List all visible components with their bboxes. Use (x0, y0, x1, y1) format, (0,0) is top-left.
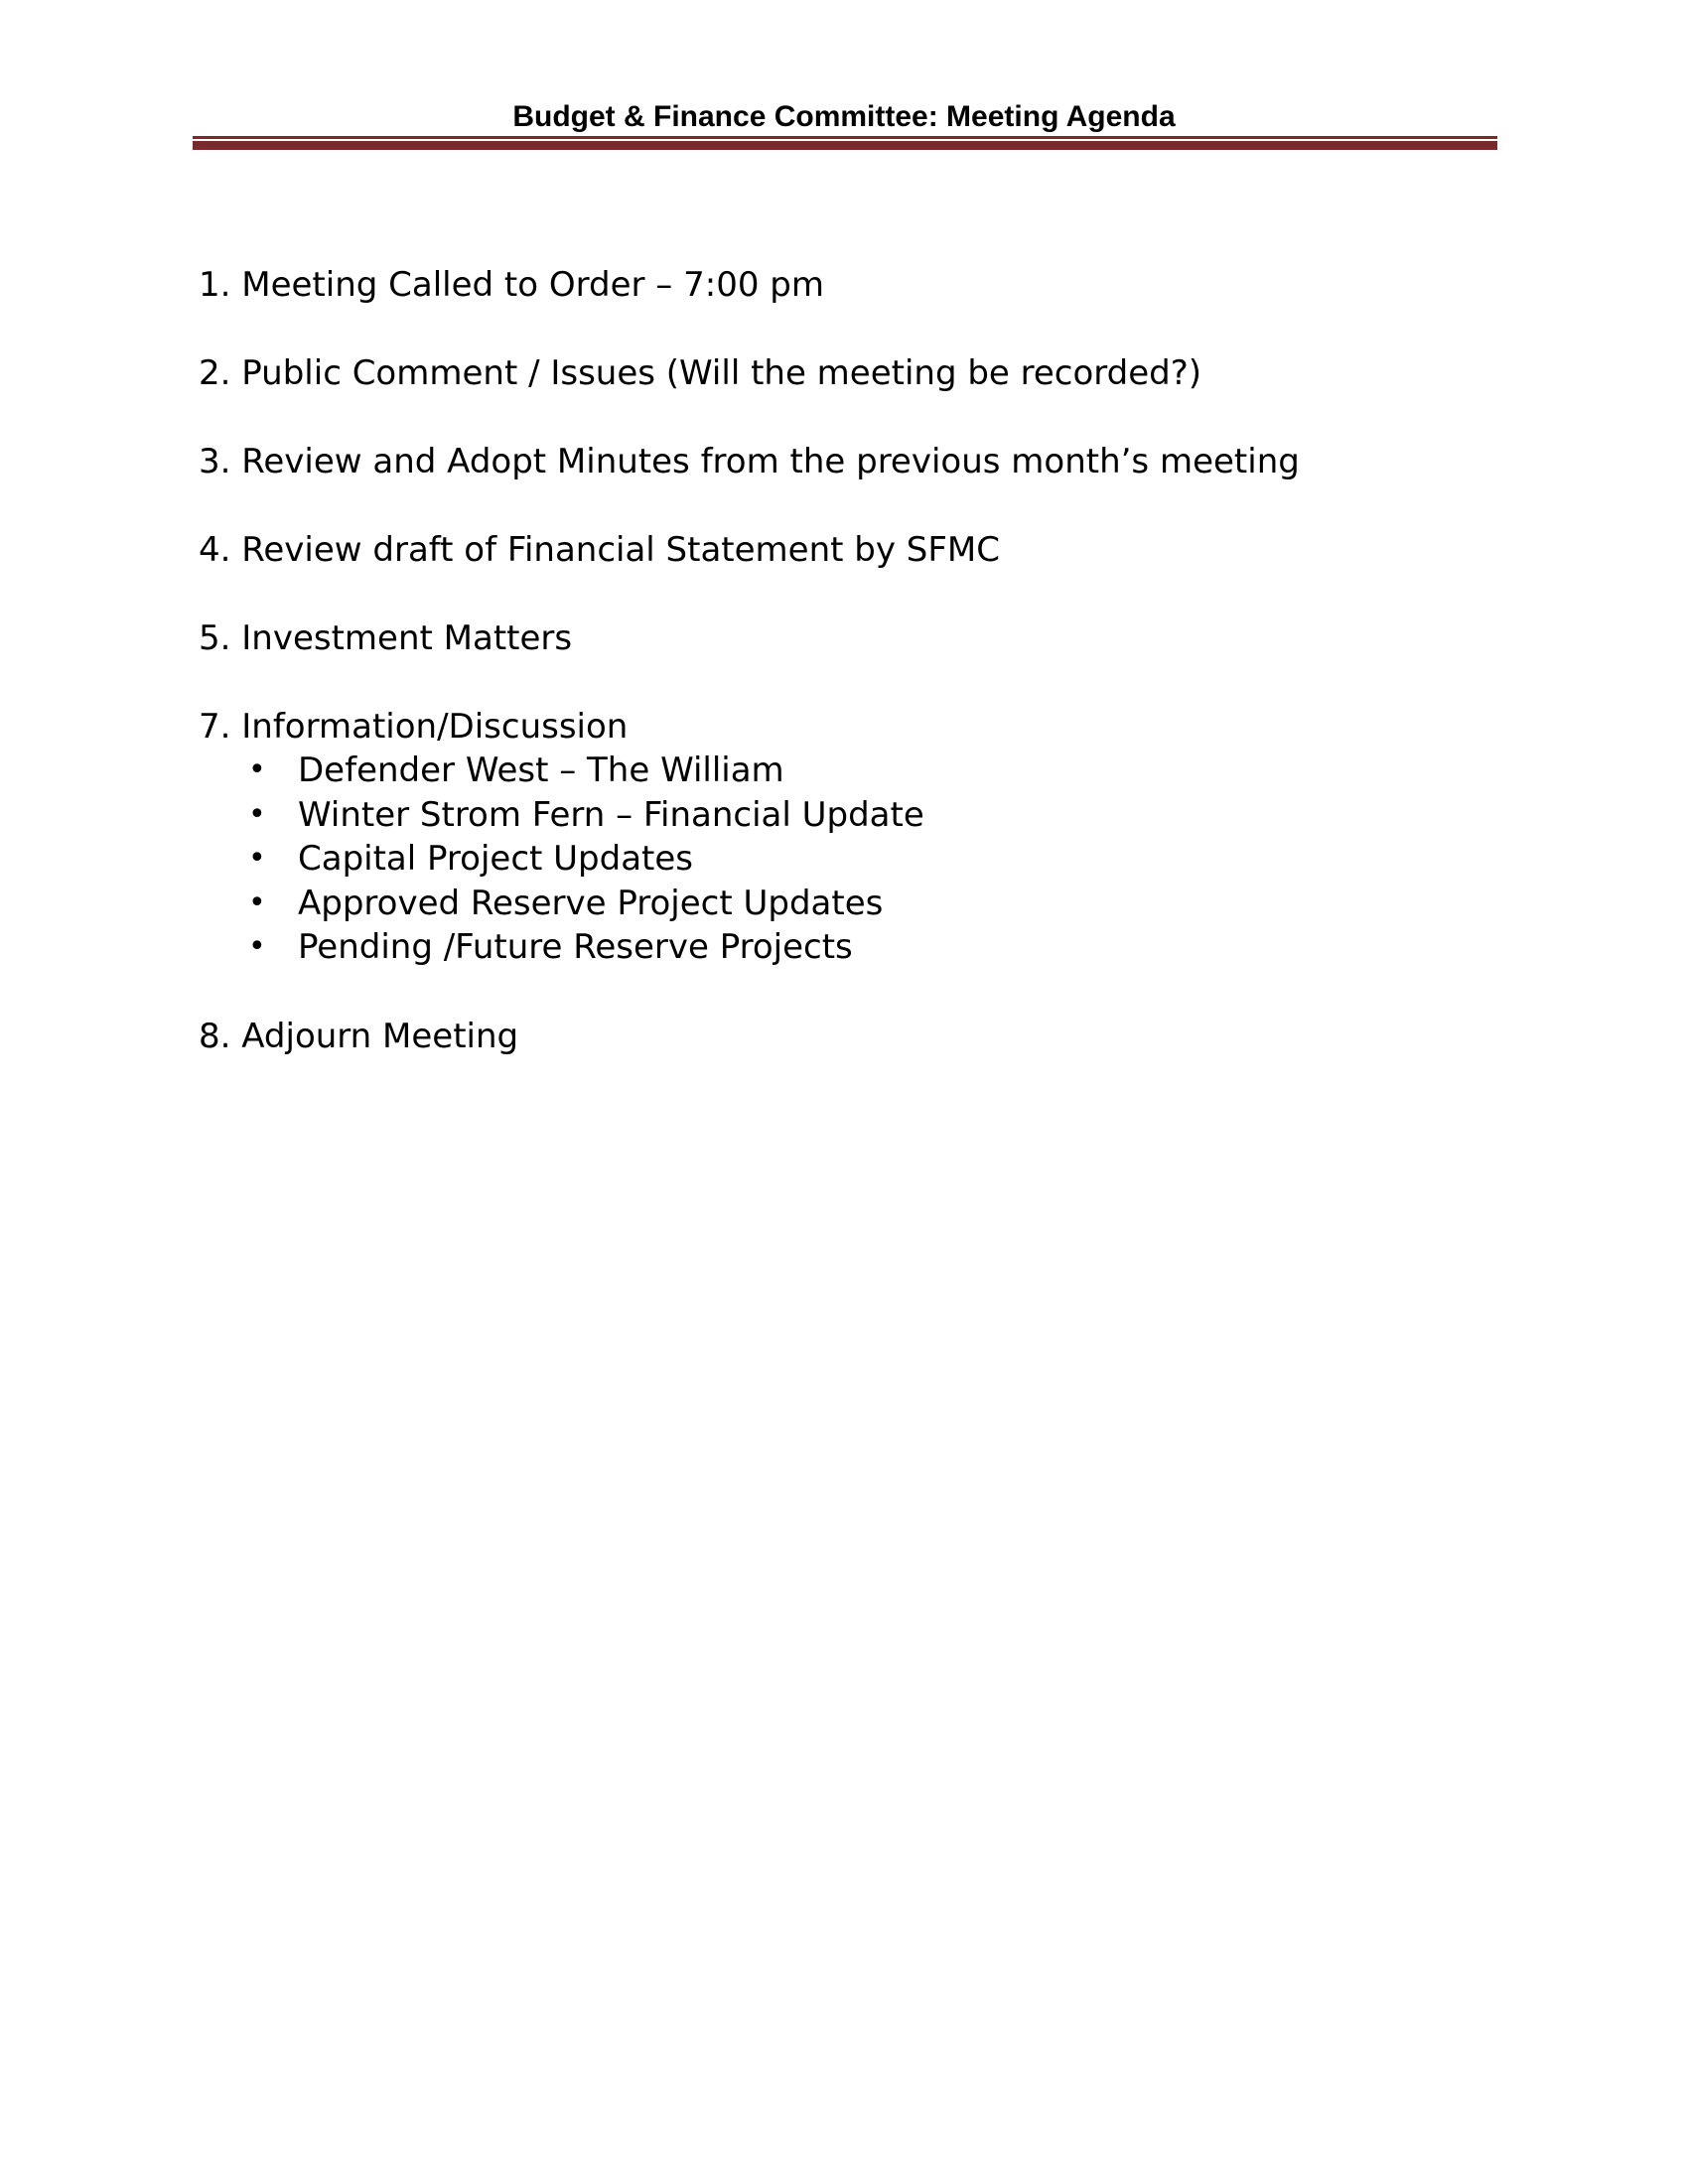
agenda-item-number: 4. (199, 530, 231, 570)
header-rule-thin (193, 136, 1497, 139)
agenda-item-5 (199, 616, 1489, 660)
agenda-item-text: Investment Matters (241, 618, 573, 658)
agenda-item-text: Public Comment / Issues (Will the meeting be recorded?) (241, 353, 1202, 393)
agenda-item-4 (199, 528, 1489, 572)
sub-item (199, 882, 1489, 926)
agenda-list (199, 263, 1489, 1103)
sub-item (199, 749, 1489, 793)
bullet-icon: • (248, 752, 266, 787)
discussion-sublist (199, 749, 1489, 970)
agenda-item-3 (199, 440, 1489, 483)
agenda-item-text: Review draft of Financial Statement by SFMC (241, 530, 1001, 570)
bullet-icon: • (248, 929, 266, 964)
sub-item (199, 837, 1489, 882)
agenda-item-2 (199, 351, 1489, 395)
sub-item (199, 793, 1489, 838)
agenda-item-text: Meeting Called to Order – 7:00 pm (241, 265, 824, 305)
page-title: Budget & Finance Committee: Meeting Agenda (512, 100, 1176, 133)
sub-item-text: Approved Reserve Project Updates (298, 883, 884, 923)
bullet-icon: • (248, 796, 266, 832)
sub-item-text: Defender West – The William (298, 751, 784, 790)
agenda-item-number: 1. (199, 265, 231, 305)
bullet-icon: • (248, 885, 266, 920)
agenda-item-number: 7. (199, 707, 231, 747)
header-rule-thick (193, 141, 1497, 150)
agenda-item-text: Adjourn Meeting (241, 1016, 519, 1056)
agenda-item-8 (199, 1015, 1489, 1058)
agenda-item-number: 2. (199, 353, 231, 393)
sub-item (199, 925, 1489, 970)
agenda-item-number: 5. (199, 618, 231, 658)
agenda-item-number: 3. (199, 442, 231, 481)
sub-item-text: Capital Project Updates (298, 839, 694, 879)
agenda-item-text: Review and Adopt Minutes from the previous month’s meeting (241, 442, 1300, 481)
agenda-item-7 (199, 705, 1489, 970)
agenda-item-1 (199, 263, 1489, 307)
sub-item-text: Winter Strom Fern – Financial Update (298, 794, 924, 835)
agenda-item-number: 8. (199, 1016, 231, 1056)
bullet-icon: • (248, 841, 266, 876)
agenda-item-text: Information/Discussion (241, 707, 629, 747)
sub-item-text: Pending /Future Reserve Projects (298, 927, 853, 967)
header-rule (193, 136, 1497, 150)
